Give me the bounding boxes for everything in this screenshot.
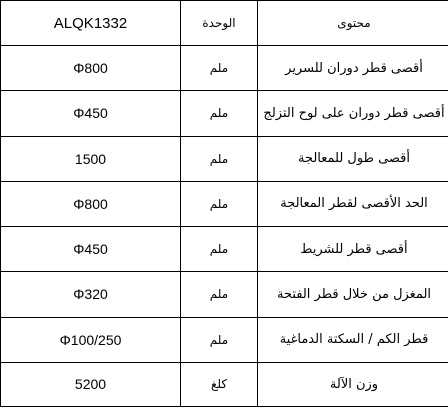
header-content: محتوى (258, 1, 448, 46)
table-row (1, 136, 448, 181)
row-value-text: Φ800 (73, 195, 108, 212)
row-value-text: Φ100/250 (59, 331, 122, 348)
row-value-text: Φ800 (73, 60, 108, 77)
row-unit: ملم (181, 317, 258, 362)
table-row (1, 181, 448, 226)
row-content: أقصى طول للمعالجة (258, 136, 448, 181)
table-row (1, 362, 448, 406)
row-unit: ملم (181, 91, 258, 136)
row-unit: ملم (181, 272, 258, 317)
row-value-text: 1500 (74, 150, 107, 167)
row-value (1, 46, 181, 91)
row-unit: كلغ (181, 362, 258, 406)
row-value-text: Φ450 (73, 105, 108, 122)
row-content: أقصى قطر للشريط (258, 227, 448, 272)
row-value (1, 317, 181, 362)
row-value (1, 136, 181, 181)
row-unit: ملم (181, 181, 258, 226)
row-unit: ملم (181, 46, 258, 91)
row-content: وزن الآلة (258, 362, 448, 406)
row-value (1, 272, 181, 317)
row-value (1, 227, 181, 272)
row-value (1, 181, 181, 226)
table-row (1, 91, 448, 136)
table-row (1, 227, 448, 272)
row-value-text: 5200 (74, 376, 107, 393)
row-content: المغزل من خلال قطر الفتحة (258, 272, 448, 317)
row-value-text: Φ320 (73, 286, 108, 303)
row-value (1, 362, 181, 406)
row-content: الحد الأقصى لقطر المعالجة (258, 181, 448, 226)
row-content: أقصى قطر دوران للسرير (258, 46, 448, 91)
table-row (1, 272, 448, 317)
table-row (1, 317, 448, 362)
row-content: أقصى قطر دوران على لوح التزلج (258, 91, 448, 136)
table-header-row (1, 1, 448, 46)
row-content: قطر الكم / السكتة الدماغية (258, 317, 448, 362)
row-unit: ملم (181, 136, 258, 181)
row-value-text: Φ450 (73, 241, 108, 258)
row-unit: ملم (181, 227, 258, 272)
header-unit: الوحدة (181, 1, 258, 46)
table-row (1, 46, 448, 91)
header-model: ALQK1332 (1, 1, 181, 46)
row-value (1, 91, 181, 136)
